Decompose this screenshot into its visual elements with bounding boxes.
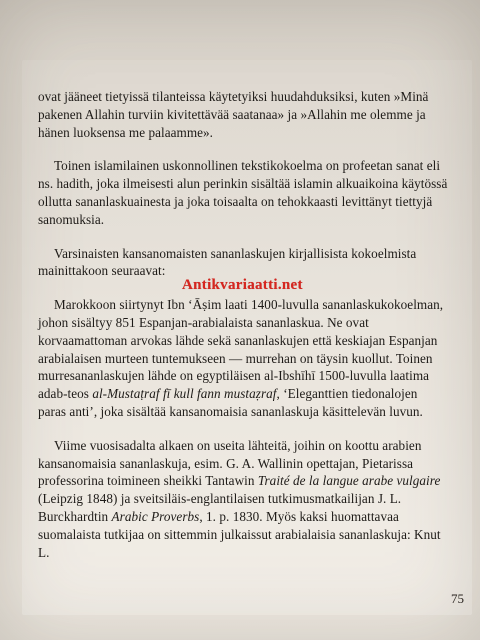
paragraph-5-text-1: Viime vuosisadalta alkaen on useita lähteitä, joihin on koottu arabien kansanomaisia sananlaskuja, esim. G. A. Wallinin opettajan, Pietarissa professorina toimineen sheikki Tantawin [38,437,422,489]
book-title-al-mustatraf: al-Mustaṭraf fī kull fann mustaẓraf [92,386,277,402]
paragraph-5 [38,437,448,562]
book-title-arabic-proverbs: Arabic Proverbs [111,508,200,524]
watermark: Antikvariaatti.net [182,277,303,293]
book-page [22,60,472,615]
paragraph-2: Toinen islamilainen uskonnollinen tekstikokoelma on profeetan sanat eli ns. hadith, joka ilmeisesti alun perinkin sisältää islamin alkuaikoina käytössä ollutta sananlaskuainesta ja joka toisaalta on tehokkaasti levittänyt tiettyjä sanomuksia. [38,158,448,227]
paragraph-5-text-2: (Leipzig 1848) ja sveitsiläis-englantilaisen tutkimusmatkailijan J. L. Burckhardtin [38,491,402,524]
book-title-traite: Traité de la langue arabe vulgaire [257,473,441,489]
paragraph-4 [38,296,448,421]
page-text [38,88,448,576]
paragraph-5-text-3: , 1. p. 1830. Myös kaksi huomattavaa suomalaista tutkijaa on sittemmin julkaissut arabialaisia sananlaskuja: Knut L. [38,508,441,560]
paragraph-3: Varsinaisten kansanomaisten sananlaskujen kirjallisista kokoelmista mainittakoon seuraavat: [38,245,417,279]
page-number: 75 [451,591,464,606]
paragraph-4-text-1: Marokkoon siirtynyt Ibn ‘Āṣim laati 1400-luvulla sananlaskukokoelman, johon sisältyy 851 Espanjan-arabialaista sananlaskua. Ne ovat korvaamattoman arvokas lähde sekä sananlaskujen että keskiajan Espanjan arabialaisen murteen tuntemukseen — murrehan on täysin kuollut. Toinen murresananlaskujen lähde on egyptiläisen al-Ibshīhī 1500-luvulla laatima adab-teos [38,297,444,402]
paragraph-4-text-2: , ‘Eleganttien tiedonalojen paras anti’, joka sisältää kansanomaisia sananlaskuja käsittelevän luvun. [38,386,423,419]
paragraph-1: ovat jääneet tietyissä tilanteissa käytetyiksi huudahduksiksi, kuten »Minä pakenen Allahin turviin kivitettävää saatanaa» ja »Allahin me olemme ja hänen luoksensa me palaamme». [38,89,429,140]
